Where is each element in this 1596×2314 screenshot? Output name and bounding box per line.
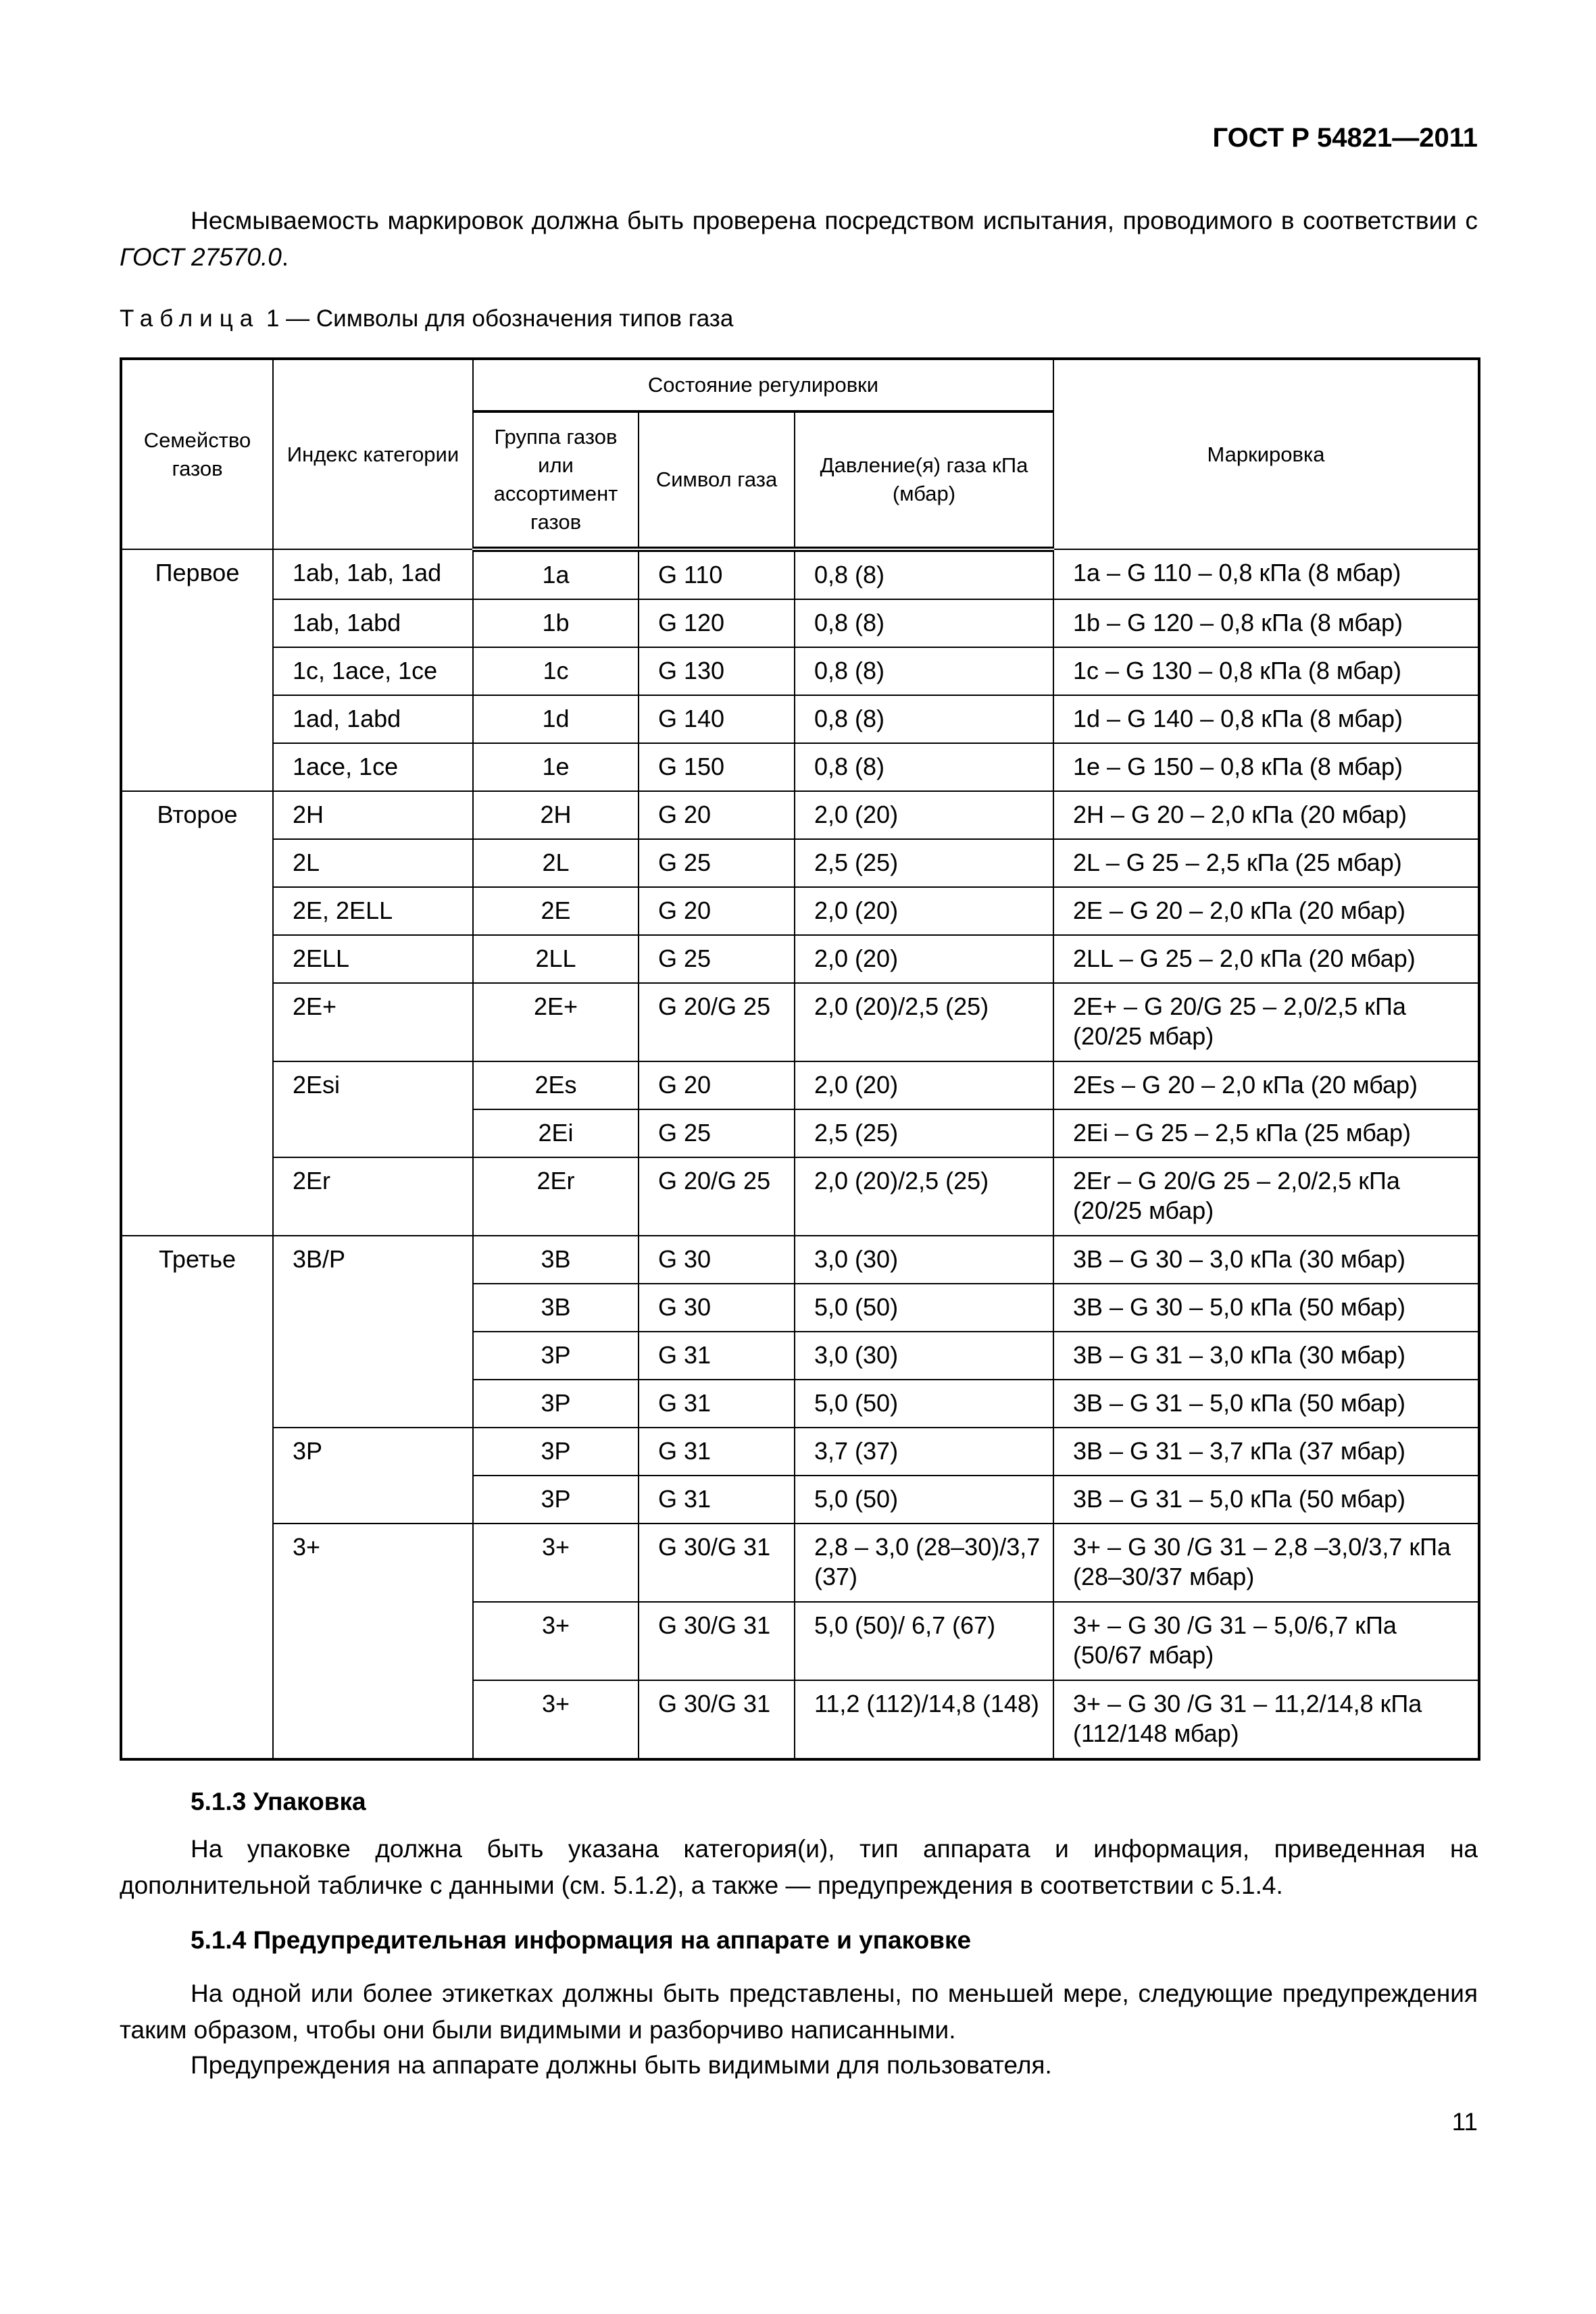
cell-group: 2LL <box>473 935 639 983</box>
header-symbol: Символ газа <box>639 411 795 549</box>
cell-marking: 1a – G 110 – 0,8 кПа (8 мбар) <box>1053 549 1479 599</box>
cell-index: 2E, 2ELL <box>273 887 473 935</box>
cell-group: 1b <box>473 599 639 647</box>
table-row <box>121 1236 1479 1284</box>
cell-group: 1e <box>473 743 639 791</box>
cell-group: 3P <box>473 1380 639 1428</box>
cell-symbol: G 20/G 25 <box>639 983 795 1061</box>
cell-pressure: 2,0 (20)/2,5 (25) <box>795 1157 1053 1236</box>
intro-reference: ГОСТ 27570.0 <box>120 243 282 271</box>
table-row <box>121 887 1479 935</box>
table-body <box>121 549 1479 1759</box>
cell-symbol: G 30 <box>639 1284 795 1332</box>
cell-group: 1a <box>473 549 639 599</box>
heading-text: 5.1.4 Предупредительная информация на аппарате и упаковке <box>191 1926 972 1954</box>
table-row <box>121 647 1479 695</box>
table-row <box>121 983 1479 1061</box>
caption-text: 1 — Символы для обозначения типов газа <box>259 305 734 332</box>
cell-symbol: G 25 <box>639 839 795 887</box>
cell-index: 2Er <box>273 1157 473 1236</box>
cell-pressure: 2,0 (20) <box>795 791 1053 839</box>
cell-pressure: 5,0 (50) <box>795 1284 1053 1332</box>
table-row <box>121 1061 1479 1109</box>
cell-pressure: 2,0 (20)/2,5 (25) <box>795 983 1053 1061</box>
cell-marking: 2E – G 20 – 2,0 кПа (20 мбар) <box>1053 887 1479 935</box>
cell-symbol: G 30/G 31 <box>639 1680 795 1759</box>
table-row <box>121 599 1479 647</box>
cell-marking: 3+ – G 30 /G 31 – 5,0/6,7 кПа (50/67 мбар) <box>1053 1602 1479 1680</box>
cell-pressure: 3,7 (37) <box>795 1428 1053 1476</box>
cell-marking: 2Er – G 20/G 25 – 2,0/2,5 кПа (20/25 мбар) <box>1053 1157 1479 1236</box>
cell-marking: 3+ – G 30 /G 31 – 11,2/14,8 кПа (112/148 мбар) <box>1053 1680 1479 1759</box>
document-code: ГОСТ Р 54821—2011 <box>1212 123 1478 153</box>
cell-pressure: 2,0 (20) <box>795 887 1053 935</box>
header-family: Семейство газов <box>121 359 273 549</box>
cell-index: 1c, 1ace, 1ce <box>273 647 473 695</box>
header-pressure: Давление(я) газа кПа (мбар) <box>795 411 1053 549</box>
cell-family: Второе <box>121 791 273 1236</box>
cell-index: 2Esi <box>273 1061 473 1157</box>
cell-symbol: G 31 <box>639 1476 795 1524</box>
cell-family: Третье <box>121 1236 273 1759</box>
header-group: Группа газов или ассортимент газов <box>473 411 639 549</box>
cell-group: 2H <box>473 791 639 839</box>
cell-group: 3+ <box>473 1602 639 1680</box>
cell-pressure: 2,8 – 3,0 (28–30)/3,7 (37) <box>795 1524 1053 1602</box>
cell-symbol: G 31 <box>639 1332 795 1380</box>
cell-symbol: G 25 <box>639 1109 795 1157</box>
page-number: 11 <box>1451 2108 1478 2136</box>
section-5-1-4-text2: Предупреждения на аппарате должны быть видимыми для пользователя. <box>191 2051 1052 2079</box>
cell-group: 3P <box>473 1332 639 1380</box>
cell-marking: 1e – G 150 – 0,8 кПа (8 мбар) <box>1053 743 1479 791</box>
cell-symbol: G 30/G 31 <box>639 1524 795 1602</box>
cell-group: 3+ <box>473 1524 639 1602</box>
table-row <box>121 1428 1479 1476</box>
cell-pressure: 2,0 (20) <box>795 935 1053 983</box>
cell-symbol: G 30 <box>639 1236 795 1284</box>
section-5-1-4-heading <box>191 1922 1474 1959</box>
cell-pressure: 3,0 (30) <box>795 1332 1053 1380</box>
cell-pressure: 11,2 (112)/14,8 (148) <box>795 1680 1053 1759</box>
cell-pressure: 0,8 (8) <box>795 549 1053 599</box>
cell-marking: 2Es – G 20 – 2,0 кПа (20 мбар) <box>1053 1061 1479 1109</box>
cell-index: 2L <box>273 839 473 887</box>
cell-marking: 3B – G 30 – 5,0 кПа (50 мбар) <box>1053 1284 1479 1332</box>
header-state: Состояние регулировки <box>473 359 1053 411</box>
cell-symbol: G 140 <box>639 695 795 743</box>
header-index: Индекс категории <box>273 359 473 549</box>
table-caption <box>120 305 733 332</box>
intro-end: . <box>281 243 289 271</box>
cell-symbol: G 30/G 31 <box>639 1602 795 1680</box>
caption-label: Таблица <box>120 305 260 332</box>
cell-marking: 3B – G 31 – 5,0 кПа (50 мбар) <box>1053 1380 1479 1428</box>
cell-pressure: 5,0 (50)/ 6,7 (67) <box>795 1602 1053 1680</box>
intro-paragraph <box>120 203 1478 276</box>
table-row <box>121 695 1479 743</box>
cell-marking: 2L – G 25 – 2,5 кПа (25 мбар) <box>1053 839 1479 887</box>
table-row <box>121 549 1479 599</box>
cell-marking: 2Ei – G 25 – 2,5 кПа (25 мбар) <box>1053 1109 1479 1157</box>
table-row <box>121 1157 1479 1236</box>
cell-index: 1ace, 1ce <box>273 743 473 791</box>
table-row <box>121 935 1479 983</box>
cell-pressure: 2,5 (25) <box>795 839 1053 887</box>
cell-marking: 3B – G 31 – 3,0 кПа (30 мбар) <box>1053 1332 1479 1380</box>
cell-symbol: G 20/G 25 <box>639 1157 795 1236</box>
cell-group: 3+ <box>473 1680 639 1759</box>
cell-symbol: G 130 <box>639 647 795 695</box>
cell-index: 2ELL <box>273 935 473 983</box>
cell-pressure: 3,0 (30) <box>795 1236 1053 1284</box>
table-row <box>121 1524 1479 1602</box>
cell-group: 3B <box>473 1236 639 1284</box>
cell-group: 2Es <box>473 1061 639 1109</box>
cell-index: 2E+ <box>273 983 473 1061</box>
cell-group: 3P <box>473 1476 639 1524</box>
cell-marking: 3B – G 31 – 3,7 кПа (37 мбар) <box>1053 1428 1479 1476</box>
cell-symbol: G 110 <box>639 549 795 599</box>
cell-pressure: 5,0 (50) <box>795 1476 1053 1524</box>
cell-family: Первое <box>121 549 273 791</box>
cell-marking: 3+ – G 30 /G 31 – 2,8 –3,0/3,7 кПа (28–30/37 мбар) <box>1053 1524 1479 1602</box>
cell-pressure: 0,8 (8) <box>795 743 1053 791</box>
table-row <box>121 791 1479 839</box>
cell-marking: 1b – G 120 – 0,8 кПа (8 мбар) <box>1053 599 1479 647</box>
cell-index: 3+ <box>273 1524 473 1759</box>
cell-group: 2E+ <box>473 983 639 1061</box>
table-row <box>121 743 1479 791</box>
header-marking: Маркировка <box>1053 359 1479 549</box>
cell-symbol: G 20 <box>639 1061 795 1109</box>
cell-index: 3P <box>273 1428 473 1524</box>
cell-pressure: 2,0 (20) <box>795 1061 1053 1109</box>
cell-symbol: G 31 <box>639 1428 795 1476</box>
cell-pressure: 0,8 (8) <box>795 647 1053 695</box>
cell-symbol: G 20 <box>639 791 795 839</box>
cell-marking: 3B – G 30 – 3,0 кПа (30 мбар) <box>1053 1236 1479 1284</box>
cell-index: 1ab, 1abd <box>273 599 473 647</box>
cell-pressure: 0,8 (8) <box>795 599 1053 647</box>
cell-index: 2H <box>273 791 473 839</box>
cell-group: 3P <box>473 1428 639 1476</box>
cell-symbol: G 31 <box>639 1380 795 1428</box>
table-row <box>121 839 1479 887</box>
cell-pressure: 5,0 (50) <box>795 1380 1053 1428</box>
cell-group: 3B <box>473 1284 639 1332</box>
cell-group: 1c <box>473 647 639 695</box>
cell-group: 2Ei <box>473 1109 639 1157</box>
cell-index: 1ad, 1abd <box>273 695 473 743</box>
cell-index: 1ab, 1ab, 1ad <box>273 549 473 599</box>
cell-marking: 3B – G 31 – 5,0 кПа (50 мбар) <box>1053 1476 1479 1524</box>
cell-marking: 1c – G 130 – 0,8 кПа (8 мбар) <box>1053 647 1479 695</box>
cell-group: 1d <box>473 695 639 743</box>
cell-marking: 2LL – G 25 – 2,0 кПа (20 мбар) <box>1053 935 1479 983</box>
cell-marking: 1d – G 140 – 0,8 кПа (8 мбар) <box>1053 695 1479 743</box>
intro-text: Несмываемость маркировок должна быть проверена посредством испытания, проводимого в соответствии с <box>191 207 1478 234</box>
section-5-1-3-heading <box>191 1784 1474 1820</box>
cell-index: 3B/P <box>273 1236 473 1428</box>
cell-group: 2E <box>473 887 639 935</box>
cell-symbol: G 20 <box>639 887 795 935</box>
section-5-1-3-text: На упаковке должна быть указана категория(и), тип аппарата и информация, приведенная на дополнительной табличке с данными (см. 5.1.2), а также — предупреждения в соответствии с 5.1.4. <box>120 1835 1478 1899</box>
cell-marking: 2E+ – G 20/G 25 – 2,0/2,5 кПа (20/25 мбар) <box>1053 983 1479 1061</box>
cell-group: 2L <box>473 839 639 887</box>
gas-types-table <box>120 357 1480 1761</box>
cell-symbol: G 120 <box>639 599 795 647</box>
heading-text: 5.1.3 Упаковка <box>191 1788 366 1815</box>
cell-pressure: 2,5 (25) <box>795 1109 1053 1157</box>
cell-symbol: G 150 <box>639 743 795 791</box>
cell-pressure: 0,8 (8) <box>795 695 1053 743</box>
cell-symbol: G 25 <box>639 935 795 983</box>
cell-group: 2Er <box>473 1157 639 1236</box>
cell-marking: 2H – G 20 – 2,0 кПа (20 мбар) <box>1053 791 1479 839</box>
section-5-1-4-text: На одной или более этикетках должны быть представлены, по меньшей мере, следующие предупреждения таким образом, чтобы они были видимыми и разборчиво написанными. <box>120 1980 1478 2044</box>
